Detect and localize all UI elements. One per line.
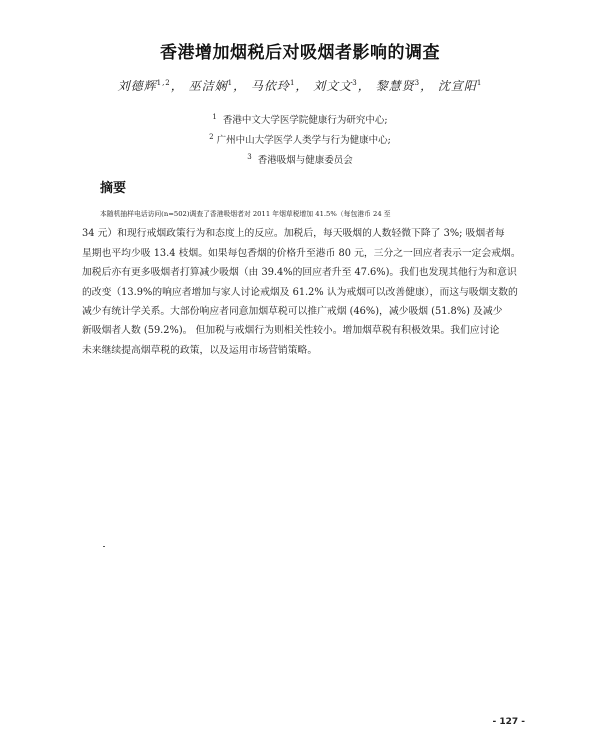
page-number: - 127 - [492, 717, 525, 727]
affiliation: $^3$ 香港吸烟与健康委员会 [247, 152, 353, 166]
author: 刘文文$^3$， [313, 79, 371, 93]
abstract-line: 34 元）和现行戒烟政策行为和态度上的反应。加税后，每天吸烟的人数轻微下降了 3%; 吸烟者每 [82, 228, 505, 240]
paper-title: 香港增加烟税后对吸烟者影响的调查 [160, 43, 440, 63]
abstract-line: 的改变（13.9%的响应者增加与家人讨论戒烟及 61.2% 认为戒烟可以改善健康），而这与吸烟支数的 [82, 286, 518, 298]
author: 沈宣阳$^1$ [437, 79, 483, 93]
scan-speck [103, 546, 105, 547]
author: 黎慧贤$^3$， [375, 79, 434, 93]
author: 刘德辉$^{1,2}$， [117, 79, 184, 93]
abstract-heading: 摘要 [100, 181, 127, 196]
abstract-line: 减少有统计学关系。大部份响应者同意加烟草税可以推广戒烟 (46%)，减少吸烟 (51.8%) 及减少 [82, 306, 503, 318]
abstract-line: 加税后亦有更多吸烟者打算减少吸烟（由 39.4%的回应者升至 47.6%)。我们也发现其他行为和意识 [82, 267, 517, 279]
author: 巫洁娴$^1$， [188, 79, 247, 93]
author: 马依玲$^1$， [250, 79, 309, 93]
abstract-line: 未来继续提高烟草税的政策，以及运用市场营销策略。 [82, 344, 318, 356]
affiliation: $^1$ 香港中文大学医学院健康行为研究中心; [212, 112, 388, 126]
abstract-line: 本随机抽样电话访问(n=502)调查了香港吸烟者对 2011 年烟草税增加 41.5%（每包港币 24 至 [100, 210, 391, 218]
affiliation: $^2$ 广州中山大学医学人类学与行为健康中心; [209, 132, 391, 146]
author-list [0, 77, 600, 94]
abstract-body [82, 205, 532, 360]
abstract-line: 星期也平均少吸 13.4 枝烟。如果每包香烟的价格升至港币 80 元，三分之一回应者表示一定会戒烟。 [82, 247, 521, 259]
abstract-line: 新吸烟者人数 (59.2%)。 但加税与戒烟行为则相关性较小。增加烟草税有积极效果。我们应讨论 [82, 325, 500, 337]
